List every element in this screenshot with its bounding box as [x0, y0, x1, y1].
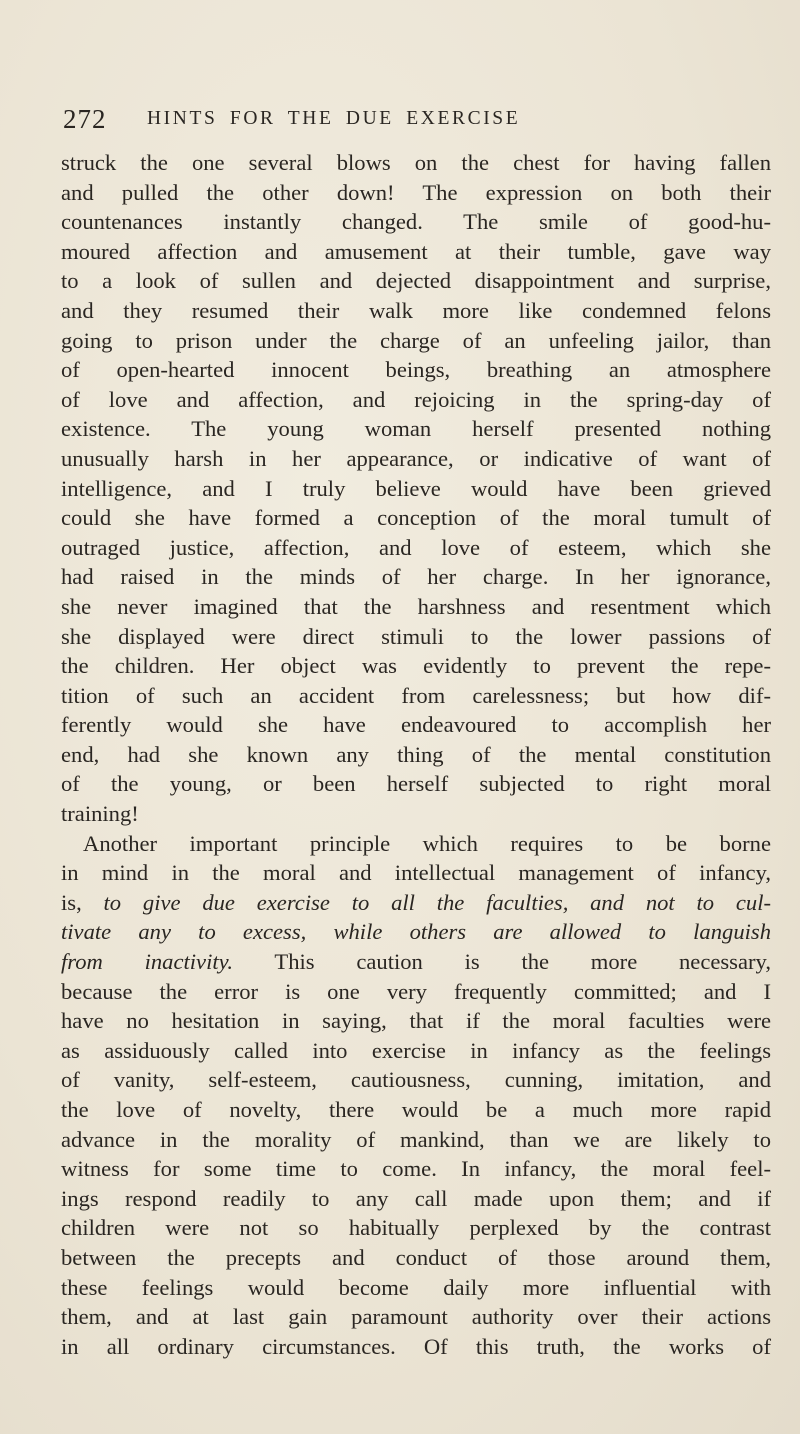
body-text — [61, 148, 771, 1361]
text-line — [61, 533, 771, 563]
text-line — [61, 178, 771, 208]
italic-text: to give due exercise to all the faculties, and not to cul- — [103, 889, 771, 915]
page-header — [63, 104, 763, 144]
italic-text: tivate any to excess, while others are allowed to languish — [61, 919, 771, 945]
text-line — [61, 947, 771, 977]
text-line — [61, 148, 771, 178]
line-text: ings respond readily to any call made upon them; and if — [61, 1185, 771, 1211]
text-line — [61, 207, 771, 237]
line-text: because the error is one very frequently committed; and I — [61, 978, 771, 1004]
text-line — [61, 503, 771, 533]
line-text: of vanity, self-esteem, cautiousness, cunning, imitation, and — [61, 1067, 771, 1093]
line-text: she displayed were direct stimuli to the lower passions of — [61, 623, 771, 649]
line-text: going to prison under the charge of an unfeeling jailor, than — [61, 327, 771, 353]
text-line — [61, 266, 771, 296]
line-text: advance in the morality of mankind, than we are likely to — [61, 1126, 771, 1152]
line-text: witness for some time to come. In infancy, the moral feel- — [61, 1156, 771, 1182]
text-line — [61, 769, 771, 799]
line-text: between the precepts and conduct of those around them, — [61, 1244, 771, 1270]
text-line — [61, 326, 771, 356]
italic-text: from inactivity. — [61, 949, 234, 975]
text-line — [61, 829, 771, 859]
line-text: struck the one several blows on the chest for having fallen — [61, 150, 771, 175]
line-text: ferently would she have endeavoured to accomplish her — [61, 712, 771, 738]
line-text: Another important principle which requires to be borne — [83, 830, 771, 856]
text-line — [61, 710, 771, 740]
line-text: unusually harsh in her appearance, or indicative of want of — [61, 445, 771, 471]
line-text: moured affection and amusement at their tumble, gave way — [61, 238, 771, 264]
text-line — [61, 1332, 771, 1362]
line-text: had raised in the minds of her charge. In her ignorance, — [61, 564, 771, 590]
text-line — [61, 1184, 771, 1214]
line-text: outraged justice, affection, and love of esteem, which she — [61, 534, 771, 560]
line-text: to a look of sullen and dejected disappointment and surprise, — [61, 268, 771, 294]
page-number: 272 — [63, 104, 107, 134]
text-line — [61, 385, 771, 415]
text-line — [61, 799, 771, 829]
text-line — [61, 1213, 771, 1243]
text-line — [61, 237, 771, 267]
line-text: and pulled the other down! The expression on both their — [61, 179, 771, 205]
line-text: of love and affection, and rejoicing in the spring-day of — [61, 386, 771, 412]
text-line — [61, 414, 771, 444]
text-line — [61, 622, 771, 652]
line-text: of open-hearted innocent beings, breathing an atmosphere — [61, 357, 771, 383]
line-text: This caution is the more necessary, — [233, 949, 771, 975]
text-line — [61, 1095, 771, 1125]
text-line — [61, 1243, 771, 1273]
line-text: in mind in the moral and intellectual management of infancy, — [61, 860, 771, 886]
line-text: intelligence, and I truly believe would have been grieved — [61, 475, 771, 501]
text-line — [61, 1154, 771, 1184]
text-line — [61, 740, 771, 770]
line-text: could she have formed a conception of the moral tumult of — [61, 505, 771, 531]
line-text: and they resumed their walk more like condemned felons — [61, 297, 771, 323]
line-text: of the young, or been herself subjected to right moral — [61, 771, 771, 797]
line-text: them, and at last gain paramount authority over their actions — [61, 1304, 771, 1330]
line-text: these feelings would become daily more influential with — [61, 1274, 771, 1300]
text-line — [61, 858, 771, 888]
line-text: is, — [61, 889, 104, 915]
text-line — [61, 681, 771, 711]
text-line — [61, 1302, 771, 1332]
line-text: have no hesitation in saying, that if the moral faculties were — [61, 1008, 771, 1034]
text-line — [61, 1125, 771, 1155]
text-line — [61, 1065, 771, 1095]
line-text: in all ordinary circumstances. Of this truth, the works of — [61, 1333, 771, 1359]
text-line — [61, 888, 771, 918]
text-line — [61, 444, 771, 474]
line-text: existence. The young woman herself presented nothing — [61, 416, 771, 442]
text-line — [61, 296, 771, 326]
line-text: children were not so habitually perplexed by the contrast — [61, 1215, 771, 1241]
text-line — [61, 1273, 771, 1303]
text-line — [61, 355, 771, 385]
line-text: training! — [61, 801, 139, 827]
text-line — [61, 977, 771, 1007]
line-text: tition of such an accident from carelessness; but how dif- — [61, 682, 771, 708]
line-text: the love of novelty, there would be a much more rapid — [61, 1097, 771, 1122]
line-text: she never imagined that the harshness and resentment which — [61, 593, 771, 619]
text-line — [61, 562, 771, 592]
text-line — [61, 474, 771, 504]
text-line — [61, 651, 771, 681]
text-line — [61, 1036, 771, 1066]
line-text: as assiduously called into exercise in infancy as the feelings — [61, 1037, 771, 1063]
text-line — [61, 917, 771, 947]
text-line — [61, 592, 771, 622]
running-head: HINTS FOR THE DUE EXERCISE — [147, 108, 521, 129]
line-text: end, had she known any thing of the mental constitution — [61, 741, 771, 767]
line-text: countenances instantly changed. The smile of good-hu- — [61, 209, 771, 235]
line-text: the children. Her object was evidently to prevent the repe- — [61, 653, 771, 679]
text-line — [61, 1006, 771, 1036]
